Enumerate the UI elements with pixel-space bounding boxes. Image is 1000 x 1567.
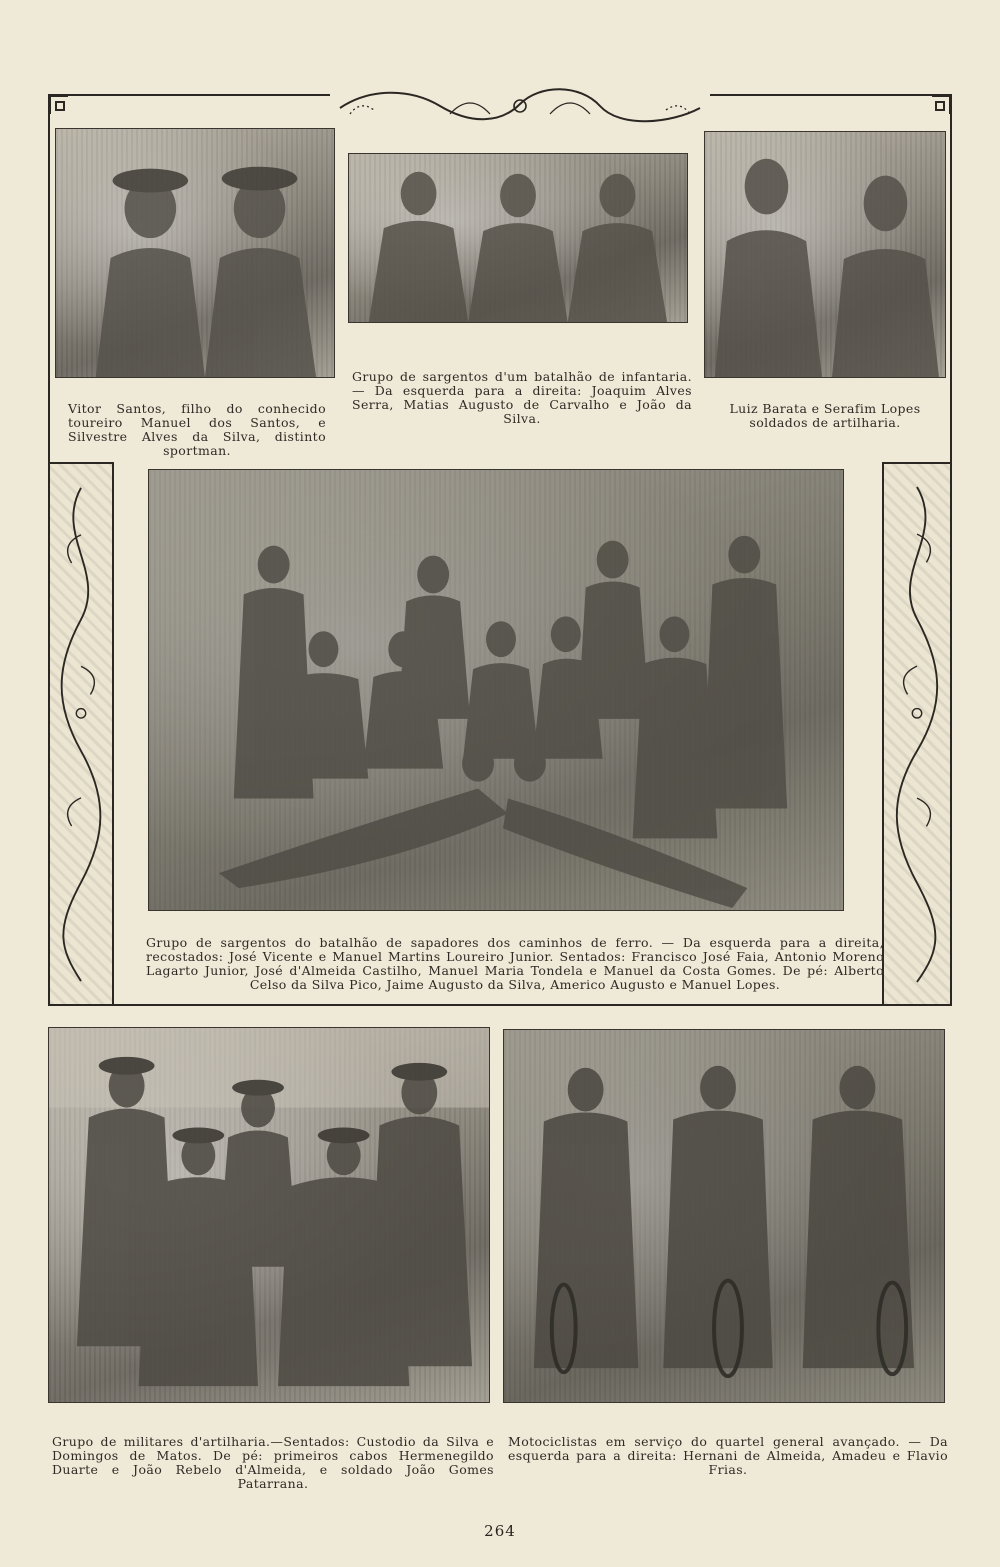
caption-middle: Grupo de sargentos do batalhão de sapadores dos caminhos de ferro. — Da esquerda para a direita, recostados: José Vicente e Manuel Martins Loureiro Junior. Sentados: Francisco José Faia, Antonio Moreno Lagarto Junior, José d'Almeida Castilho, Manuel Maria Tondela e Manuel da Costa Gomes. De pé: Alberto Celso da Silva Pico, Jaime Augusto da Silva, Americo Augusto e Manuel Lopes. xyxy=(146,935,884,992)
photo-railway-sappers-sergeants xyxy=(148,469,844,911)
caption-bottom-right: Motociclistas em serviço do quartel general avançado. — Da esquerda para a direita: Hernani de Almeida, Amadeu e Flavio Frias. xyxy=(508,1434,948,1477)
page-number: 264 xyxy=(484,1522,516,1540)
corner-ornament-top-left xyxy=(48,94,70,116)
photo-infantry-sergeants xyxy=(348,153,688,323)
top-scroll-ornament xyxy=(330,84,710,132)
right-ornamental-panel xyxy=(882,462,952,1006)
photo-artillery-soldiers xyxy=(704,131,946,378)
corner-ornament-top-right xyxy=(930,94,952,116)
photo-artillery-group xyxy=(48,1027,490,1403)
photo-motorcyclists xyxy=(503,1029,945,1403)
caption-top-center: Grupo de sargentos d'um batalhão de infantaria. — Da esquerda para a direita: Joaquim Alves Serra, Matias Augusto de Carvalho e João da Silva. xyxy=(352,369,692,426)
caption-top-left: Vitor Santos, filho do conhecido toureiro Manuel dos Santos, e Silvestre Alves da Silva, distinto sportman. xyxy=(68,401,326,458)
left-ornamental-panel xyxy=(48,462,114,1006)
caption-top-right: Luiz Barata e Serafim Lopes soldados de artilharia. xyxy=(729,401,921,430)
photo-two-soldiers-helmets xyxy=(55,128,335,378)
caption-bottom-left: Grupo de militares d'artilharia.—Sentados: Custodio da Silva e Domingos de Matos. De pé: primeiros cabos Hermenegildo Duarte e João Rebelo d'Almeida, e soldado João Gomes Patarrana. xyxy=(52,1434,494,1491)
